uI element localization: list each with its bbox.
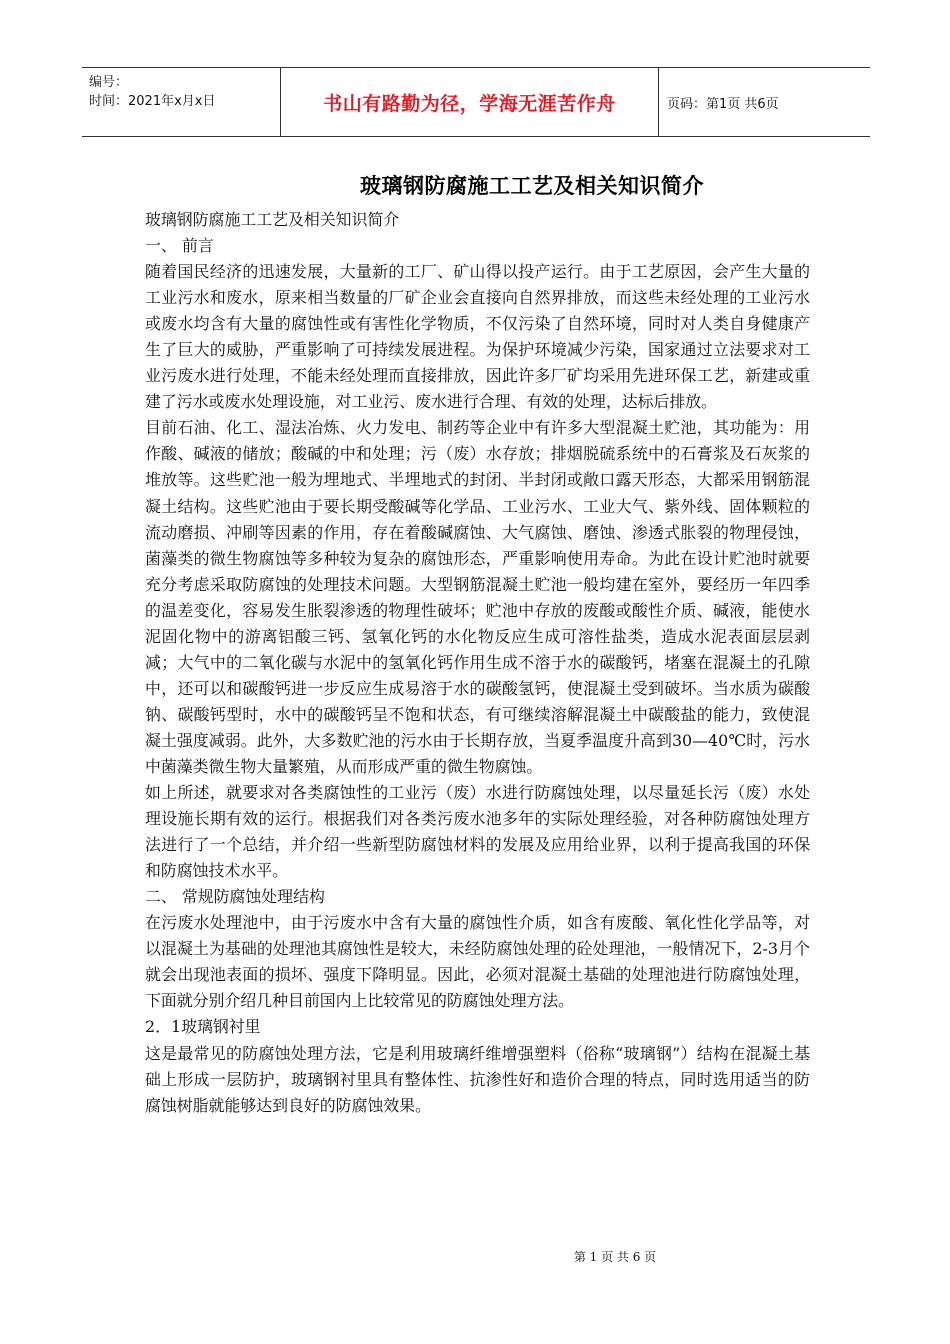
- subsection-heading: 2．1玻璃钢衬里: [145, 1017, 261, 1037]
- motto-text: 书山有路勤为径，学海无涯苦作舟: [323, 92, 616, 115]
- body-paragraph: 这是最常见的防腐蚀处理方法，它是利用玻璃纤维增强塑料（俗称“玻璃钢”）结构在混凝土基础上形成一层防护，玻璃钢衬里具有整体性、抗渗性好和造价合理的特点，同时选用适当的防腐蚀树脂就能够达到良好的防腐蚀效果。: [145, 1043, 810, 1115]
- document-number-label: 编号：: [89, 75, 129, 90]
- document-title: 玻璃钢防腐施工工艺及相关知识简介: [360, 174, 704, 198]
- body-paragraph: 玻璃钢防腐施工工艺及相关知识简介: [145, 210, 400, 229]
- header-page-cell: [659, 68, 870, 136]
- page-footer: 第 1 页 共 6 页: [573, 1250, 657, 1264]
- document-body: [145, 207, 810, 1119]
- body-paragraph: 随着国民经济的迅速发展，大量新的工厂、矿山得以投产运行。由于工艺原因，会产生大量的工业污水和废水，原来相当数量的厂矿企业会直接向自然界排放，而这些未经处理的工业污水或废水均含有大量的腐蚀性或有害性化学物质，不仅污染了自然环境，同时对人类自身健康产生了巨大的威胁，严重影响了可持续发展进程。为保护环境减少污染，国家通过立法要求对工业污废水进行处理，不能未经处理而直接排放，因此许多厂矿均采用先进环保工艺，新建或重建了污水或废水处理设施，对工业污、废水进行合理、有效的处理，达标后排放。: [145, 262, 810, 412]
- section-heading: 一、 前言: [145, 236, 214, 256]
- section-heading: 二、 常规防腐蚀处理结构: [145, 887, 325, 907]
- body-paragraph: 如上所述，就要求对各类腐蚀性的工业污（废）水进行防腐蚀处理，以尽量延长污（废）水处理设施长期有效的运行。根据我们对各类污废水池多年的实际处理经验，对各种防腐蚀处理方法进行了一个总结，并介绍一些新型防腐蚀材料的发展及应用给业界，以利于提高我国的环保和防腐蚀技术水平。: [145, 783, 810, 881]
- header-info-cell: [82, 68, 281, 136]
- document-date-label: 时间：2021年x月x日: [89, 94, 216, 109]
- page-number-label: 页码：第1页 共6页: [667, 96, 779, 112]
- body-paragraph: 目前石油、化工、湿法冶炼、火力发电、制药等企业中有许多大型混凝土贮池，其功能为：用作酸、碱液的储放；酸碱的中和处理；污（废）水存放；排烟脱硫系统中的石膏浆及石灰浆的堆放等。这些贮池一般为埋地式、半埋地式的封闭、半封闭或敞口露天形态，大都采用钢筋混凝土结构。这些贮池由于要长期受酸碱等化学品、工业污水、工业大气、紫外线、固体颗粒的流动磨损、冲刷等因素的作用，存在着酸碱腐蚀、大气腐蚀、磨蚀、渗透式胀裂的物理侵蚀，菌藻类的微生物腐蚀等多种较为复杂的腐蚀形态，严重影响使用寿命。为此在设计贮池时就要充分考虑采取防腐蚀的处理技术问题。大型钢筋混凝土贮池一般均建在室外，要经历一年四季的温差变化，容易发生胀裂渗透的物理性破坏；贮池中存放的废酸或酸性介质、碱液，能使水泥固化物中的游离铝酸三钙、氢氧化钙的水化物反应生成可溶性盐类，造成水泥表面层层剥减；大气中的二氧化碳与水泥中的氢氧化钙作用生成不溶于水的碳酸钙，堵塞在混凝土的孔隙中，还可以和碳酸钙进一步反应生成易溶于水的碳酸氢钙，使混凝土受到破坏。当水质为碳酸钠、碳酸钙型时，水中的碳酸钙呈不饱和状态，有可继续溶解混凝土中碳酸盐的能力，致使混凝土强度减弱。此外，大多数贮池的污水由于长期存放，当夏季温度升高到30—40℃时，污水中菌藻类微生物大量繁殖，从而形成严重的微生物腐蚀。: [145, 418, 810, 776]
- header-table: [82, 67, 870, 137]
- body-paragraph: 在污废水处理池中，由于污废水中含有大量的腐蚀性介质，如含有废酸、氧化性化学品等，对以混凝土为基础的处理池其腐蚀性是较大，未经防腐蚀处理的砼处理池，一般情况下，2-3月个就会出现池表面的损坏、强度下降明显。因此，必须对混凝土基础的处理池进行防腐蚀处理，下面就分别介绍几种目前国内上比较常见的防腐蚀处理方法。: [145, 913, 810, 1011]
- header-motto-cell: [281, 68, 659, 136]
